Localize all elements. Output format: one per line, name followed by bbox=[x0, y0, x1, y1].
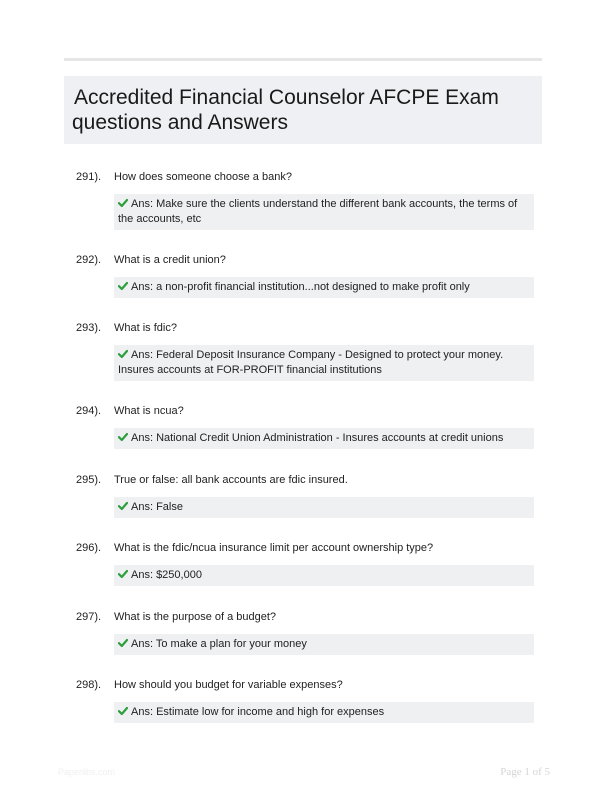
checkmark-icon bbox=[118, 281, 128, 291]
question-number: 298). bbox=[76, 679, 102, 691]
checkmark-icon bbox=[118, 706, 128, 716]
answer-text: Ans: $250,000 bbox=[131, 569, 202, 581]
title-line-2: questions and Answers bbox=[72, 111, 288, 134]
question-text: What is the purpose of a budget? bbox=[114, 611, 277, 623]
question-number: 293). bbox=[76, 322, 102, 334]
question-text: What is ncua? bbox=[114, 405, 184, 417]
answer-text: Ans: To make a plan for your money bbox=[131, 638, 307, 650]
answer-box bbox=[114, 565, 534, 586]
answer-box bbox=[114, 428, 534, 449]
checkmark-icon bbox=[118, 569, 128, 579]
answer-box bbox=[114, 634, 534, 655]
question-number: 295). bbox=[76, 474, 102, 486]
question-text: What is a credit union? bbox=[114, 254, 226, 266]
answer-text: Ans: Federal Deposit Insurance Company - Designed to protect your money. Insures accounts at FOR-PROFIT financial institutions bbox=[118, 349, 504, 376]
title-banner bbox=[64, 76, 542, 144]
answer-box bbox=[114, 194, 534, 230]
checkmark-icon bbox=[118, 638, 128, 648]
answer-text: Ans: Make sure the clients understand the different bank accounts, the terms of the accounts, etc bbox=[118, 198, 518, 225]
answer-text: Ans: False bbox=[131, 501, 183, 513]
checkmark-icon bbox=[118, 198, 128, 208]
question-number: 291). bbox=[76, 171, 102, 183]
question-text: What is the fdic/ncua insurance limit per account ownership type? bbox=[114, 542, 434, 554]
question-number: 292). bbox=[76, 254, 102, 266]
top-divider bbox=[64, 58, 542, 61]
answer-text: Ans: a non-profit financial institution...not designed to make profit only bbox=[131, 281, 470, 293]
checkmark-icon bbox=[118, 349, 128, 359]
checkmark-icon bbox=[118, 501, 128, 511]
question-text: How should you budget for variable expenses? bbox=[114, 679, 343, 691]
question-number: 297). bbox=[76, 611, 102, 623]
footer-watermark: Paperlibs.com bbox=[58, 767, 116, 777]
question-number: 294). bbox=[76, 405, 102, 417]
question-text: True or false: all bank accounts are fdic insured. bbox=[114, 474, 348, 486]
answer-box bbox=[114, 702, 534, 723]
checkmark-icon bbox=[118, 432, 128, 442]
question-text: What is fdic? bbox=[114, 322, 177, 334]
title-line-1: Accredited Financial Counselor AFCPE Exam bbox=[74, 86, 499, 109]
answer-box bbox=[114, 345, 534, 381]
answer-box bbox=[114, 277, 534, 298]
question-text: How does someone choose a bank? bbox=[114, 171, 292, 183]
page-indicator: Page 1 of 5 bbox=[500, 766, 550, 778]
question-number: 296). bbox=[76, 542, 102, 554]
answer-box bbox=[114, 497, 534, 518]
answer-text: Ans: National Credit Union Administration - Insures accounts at credit unions bbox=[131, 432, 504, 444]
answer-text: Ans: Estimate low for income and high for expenses bbox=[131, 706, 385, 718]
page-title bbox=[72, 85, 534, 135]
